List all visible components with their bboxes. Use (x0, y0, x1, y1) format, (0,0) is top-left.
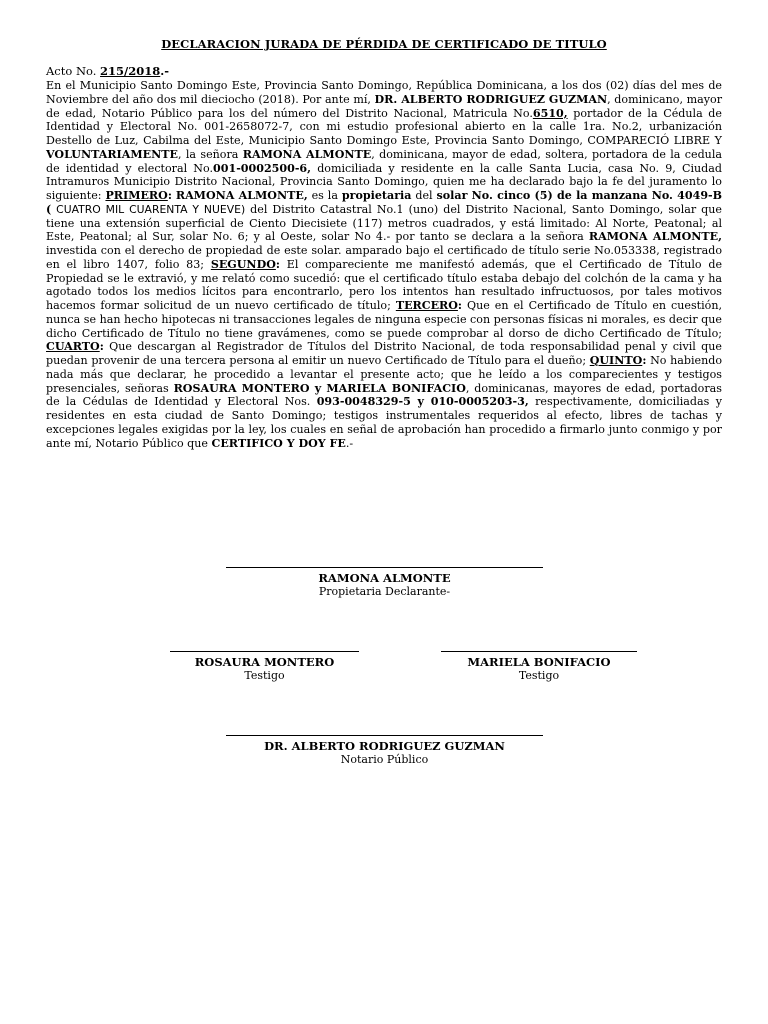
acto-number: 215/2018 (100, 64, 161, 78)
body-text-s7: es la (307, 189, 338, 202)
body-text-s9: CUATRO MIL CUARENTA Y NUEVE) (51, 202, 246, 216)
clause-cuarto-colon: : (99, 340, 104, 354)
signature-line (170, 651, 359, 652)
certifico-text: CERTIFICO Y DOY FE (211, 436, 346, 450)
acto-label: Acto No. (46, 64, 97, 78)
declarant-name-inline: RAMONA ALMONTE (242, 147, 372, 161)
body-text-s14: Que descargan al Registrador de Títulos del Distrito Nacional, de toda responsabilidad penal y civil que puedan provenir de una tercera persona al emitir un nuevo Certificado de Título para el dueño; (46, 340, 722, 367)
signature-line (226, 567, 543, 568)
clause-primero: PRIMERO (105, 189, 168, 202)
declaration-body (46, 79, 722, 450)
notary-name-inline: DR. ALBERTO RODRIGUEZ GUZMAN (374, 92, 608, 106)
declarant-name-third: RAMONA ALMONTE, (588, 230, 722, 244)
signature-block-witness2 (441, 651, 637, 683)
signature-name-witness1: ROSAURA MONTERO (194, 655, 335, 669)
clause-segundo: SEGUNDO (210, 257, 276, 271)
document-title: DECLARACION JURADA DE PÉRDIDA DE CERTIFICADO DE TITULO (161, 37, 607, 51)
signature-role-witness2: Testigo (518, 669, 560, 682)
voluntariamente-text: VOLUNTARIAMENTE (46, 147, 178, 161)
clause-quinto: QUINTO (589, 354, 643, 367)
signature-role-witness1: Testigo (244, 669, 285, 682)
body-text-s16: , dominicanas, mayores de edad, portadoras de la Cédulas de Identidad y Electoral Nos. (46, 381, 722, 409)
matricula-number: 6510, (532, 106, 568, 120)
clause-segundo-colon: : (275, 257, 280, 271)
witness-names-inline: ROSAURA MONTERO y MARIELA BONIFACIO (173, 381, 466, 395)
signature-block-notary (226, 735, 543, 767)
body-end: .- (345, 436, 354, 450)
body-text-s4: , la señora (177, 147, 239, 161)
declarant-name-primero: RAMONA ALMONTE, (175, 189, 308, 202)
body-text-s3: portador de la Cédula de Identidad y Electoral No. 001-2658072-7, con mi estudio profesional abierto en la calle 1ra. No.2, urbanización Destello de Luz, Cabilma del Este, Municipio Santo Domingo Este, Provincia Santo Domingo, COMPARECIÓ LIBRE Y (46, 106, 722, 147)
signature-name-declarant: RAMONA ALMONTE (318, 571, 451, 585)
acto-line (46, 65, 169, 79)
clause-quinto-colon: : (642, 354, 647, 367)
body-text-s15: No habiendo nada más que declarar, he procedido a levantar el presente acto; que he leído a los comparecientes y testigos presenciales, señoras (46, 354, 722, 395)
body-text-s6: domiciliada y residente en la calle Santa Lucia, casa No. 9, Ciudad Intramuros Municipio Distrito Nacional, Provincia Santo Domingo, quien me ha declarado bajo la fe del juramento lo siguiente: (46, 161, 722, 202)
solar-description: solar No. cinco (5) de la manzana No. 4049-B ( (46, 189, 723, 216)
signature-line (441, 651, 637, 652)
witness-ids: 093-0048329-5 y 010-0005203-3, (316, 395, 529, 409)
signature-block-witness1 (170, 651, 359, 683)
body-text-s11: investida con el derecho de propiedad de este solar. amparado bajo el certificado de título serie No.053338, registrado en el libro 1407, folio 83; (46, 244, 722, 271)
body-text-s2: , dominicano, mayor de edad, Notario Público para los del número del Distrito Nacional, Matricula No. (46, 92, 722, 120)
body-text-s5: , dominicana, mayor de edad, soltera, portadora de la cedula de identidad y electoral No. (46, 147, 722, 175)
signature-role-declarant: Propietaria Declarante- (318, 585, 451, 598)
acto-suffix: .- (160, 64, 170, 78)
clause-primero-colon: : (167, 189, 172, 202)
body-text-s13: Que en el Certificado de Título en cuestión, nunca se han hecho hipotecas ni transacciones legales de ninguna especie con personas físicas ni morales, es decir que dicho Certificado de Título no tiene gravámenes, como se puede comprobar al dorso de dicho Certificado de Título; (46, 299, 722, 340)
declarant-id: 001-0002500-6, (213, 161, 312, 175)
body-text-s12: El compareciente me manifestó además, que el Certificado de Título de Propiedad se le extravió, y me relató como sucedió: que el certificado título estaba debajo del colchón de la cama y ha agotado todos los medios lícitos para encontrarlo, pero los intentos han resultado infructuosos, por tales motivos hacemos formar solicitud de un nuevo certificado de título; (46, 257, 723, 312)
clause-cuarto: CUARTO (46, 340, 100, 354)
signature-name-witness2: MARIELA BONIFACIO (467, 655, 611, 669)
body-text-s8: del (411, 189, 433, 202)
body-text-s1: En el Municipio Santo Domingo Este, Provincia Santo Domingo, República Dominicana, a los dos (02) días del mes de Noviembre del año dos mil dieciocho (2018). Por ante mí, (46, 79, 722, 106)
clause-tercero-colon: : (457, 299, 463, 312)
signature-block-declarant (226, 567, 543, 599)
clause-tercero: TERCERO (395, 299, 458, 312)
body-text-s10: del Distrito Catastral No.1 (uno) del Distrito Nacional, Santo Domingo, solar que tiene una extensión superficial de Ciento Diecisiete (117) metros cuadrados, y está limitado: Al Norte, Peatonal; al Este, Peatonal; al Sur, solar No. 6; y al Oeste, solar No 4.- por tanto se declara a la señora (46, 202, 722, 244)
propietaria-text: propietaria (341, 189, 412, 202)
body-text-s17: respectivamente, domiciliadas y residentes en esta ciudad de Santo Domingo; testigos instrumentales requeridos al efecto, libres de tachas y excepciones legales exigidas por la ley, los cuales en señal de aprobación han procedido a firmarlo junto conmigo y por ante mí, Notario Público que (46, 395, 722, 450)
signature-line (226, 735, 543, 736)
signature-role-notary: Notario Público (340, 753, 429, 766)
signature-name-notary: DR. ALBERTO RODRIGUEZ GUZMAN (264, 739, 505, 753)
